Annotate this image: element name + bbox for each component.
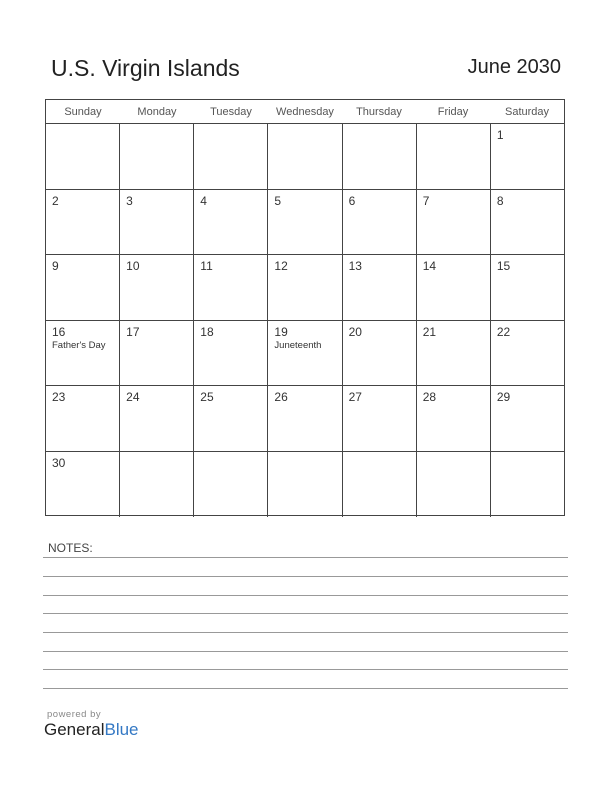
day-number: 5 bbox=[274, 193, 282, 208]
note-line bbox=[43, 651, 568, 652]
week-row bbox=[46, 386, 564, 452]
note-line bbox=[43, 576, 568, 577]
day-cell[interactable] bbox=[46, 255, 120, 320]
day-number: 13 bbox=[348, 259, 362, 273]
day-number: 28 bbox=[422, 390, 437, 404]
holiday-label: Juneteenth bbox=[274, 339, 322, 351]
day-number: 14 bbox=[422, 259, 437, 273]
day-number: 15 bbox=[496, 259, 511, 273]
note-line bbox=[43, 688, 568, 689]
day-cell[interactable] bbox=[120, 124, 194, 189]
day-cell[interactable] bbox=[120, 452, 194, 518]
day-cell[interactable] bbox=[46, 452, 120, 518]
note-line bbox=[43, 557, 568, 558]
week-row bbox=[46, 124, 564, 190]
day-number: 23 bbox=[52, 390, 66, 404]
day-cell[interactable] bbox=[343, 321, 417, 386]
weekday-header: Tuesday bbox=[210, 105, 252, 118]
day-number: 30 bbox=[52, 455, 66, 470]
day-number: 25 bbox=[200, 390, 214, 404]
day-cell[interactable] bbox=[120, 386, 194, 451]
holiday-label: Father's Day bbox=[52, 339, 106, 351]
day-number: 18 bbox=[200, 324, 214, 339]
day-cell[interactable] bbox=[417, 452, 491, 518]
day-cell[interactable] bbox=[194, 124, 268, 189]
day-number: 12 bbox=[274, 259, 288, 273]
weekday-header: Saturday bbox=[504, 105, 550, 118]
day-cell[interactable] bbox=[417, 190, 491, 255]
brand-blue-text: Blue bbox=[104, 720, 139, 739]
calendar-grid bbox=[45, 99, 565, 516]
powered-by-text: powered by bbox=[47, 709, 102, 720]
note-line bbox=[43, 613, 568, 614]
day-number: 11 bbox=[200, 259, 213, 273]
day-cell[interactable] bbox=[268, 321, 342, 386]
day-cell[interactable] bbox=[417, 255, 491, 320]
day-cell[interactable] bbox=[491, 255, 564, 320]
day-cell[interactable] bbox=[268, 386, 342, 451]
day-cell[interactable] bbox=[417, 124, 491, 189]
brand-general-text: General bbox=[44, 720, 105, 739]
day-number: 24 bbox=[126, 390, 140, 404]
day-number: 20 bbox=[348, 324, 362, 339]
day-cell[interactable] bbox=[343, 452, 417, 518]
day-number: 9 bbox=[52, 259, 59, 273]
day-cell[interactable] bbox=[46, 386, 120, 451]
week-row bbox=[46, 452, 564, 518]
day-number: 21 bbox=[422, 324, 437, 339]
weekday-header: Thursday bbox=[356, 105, 402, 118]
note-line bbox=[43, 595, 568, 596]
day-cell[interactable] bbox=[194, 386, 268, 451]
day-cell[interactable] bbox=[268, 452, 342, 518]
weekday-header-row bbox=[46, 100, 564, 124]
day-number: 26 bbox=[274, 390, 288, 404]
note-line bbox=[43, 669, 568, 670]
day-number: 4 bbox=[200, 193, 207, 208]
day-cell[interactable] bbox=[491, 124, 564, 189]
day-cell[interactable] bbox=[491, 386, 564, 451]
notes-label: NOTES: bbox=[48, 541, 93, 555]
day-cell[interactable] bbox=[46, 190, 120, 255]
day-cell[interactable] bbox=[343, 255, 417, 320]
day-number: 3 bbox=[126, 193, 133, 208]
calendar-weeks bbox=[46, 124, 564, 517]
calendar-title: U.S. Virgin Islands bbox=[51, 55, 240, 81]
weekday-header: Wednesday bbox=[276, 105, 334, 118]
day-cell[interactable] bbox=[194, 255, 268, 320]
day-cell[interactable] bbox=[268, 190, 342, 255]
day-number: 16 bbox=[52, 324, 66, 339]
day-number: 22 bbox=[496, 324, 511, 339]
day-cell[interactable] bbox=[46, 124, 120, 189]
day-cell[interactable] bbox=[491, 321, 564, 386]
day-cell[interactable] bbox=[268, 255, 342, 320]
day-cell[interactable] bbox=[343, 386, 417, 451]
brand-logo[interactable] bbox=[44, 720, 139, 740]
day-number: 17 bbox=[126, 324, 140, 339]
day-number: 1 bbox=[496, 128, 504, 142]
day-cell[interactable] bbox=[491, 452, 564, 518]
day-cell[interactable] bbox=[120, 190, 194, 255]
day-cell[interactable] bbox=[417, 386, 491, 451]
day-cell[interactable] bbox=[417, 321, 491, 386]
day-number: 6 bbox=[348, 193, 356, 208]
day-cell[interactable] bbox=[343, 124, 417, 189]
day-cell[interactable] bbox=[46, 321, 120, 386]
day-cell[interactable] bbox=[268, 124, 342, 189]
weekday-header: Sunday bbox=[64, 105, 102, 118]
day-cell[interactable] bbox=[194, 452, 268, 518]
week-row bbox=[46, 190, 564, 256]
note-line bbox=[43, 632, 568, 633]
day-number: 27 bbox=[348, 390, 362, 404]
day-cell[interactable] bbox=[120, 321, 194, 386]
day-cell[interactable] bbox=[491, 190, 564, 255]
day-cell[interactable] bbox=[120, 255, 194, 320]
day-number: 8 bbox=[496, 193, 504, 208]
day-cell[interactable] bbox=[194, 321, 268, 386]
weekday-header: Monday bbox=[137, 105, 177, 118]
day-cell[interactable] bbox=[194, 190, 268, 255]
day-number: 2 bbox=[52, 193, 59, 208]
day-number: 10 bbox=[126, 259, 140, 273]
week-row bbox=[46, 321, 564, 387]
week-row bbox=[46, 255, 564, 321]
day-number: 7 bbox=[422, 193, 430, 208]
day-number: 29 bbox=[496, 390, 511, 404]
day-number: 19 bbox=[274, 324, 288, 339]
calendar-month: June 2030 bbox=[467, 56, 561, 78]
weekday-header: Friday bbox=[437, 105, 469, 118]
day-cell[interactable] bbox=[343, 190, 417, 255]
